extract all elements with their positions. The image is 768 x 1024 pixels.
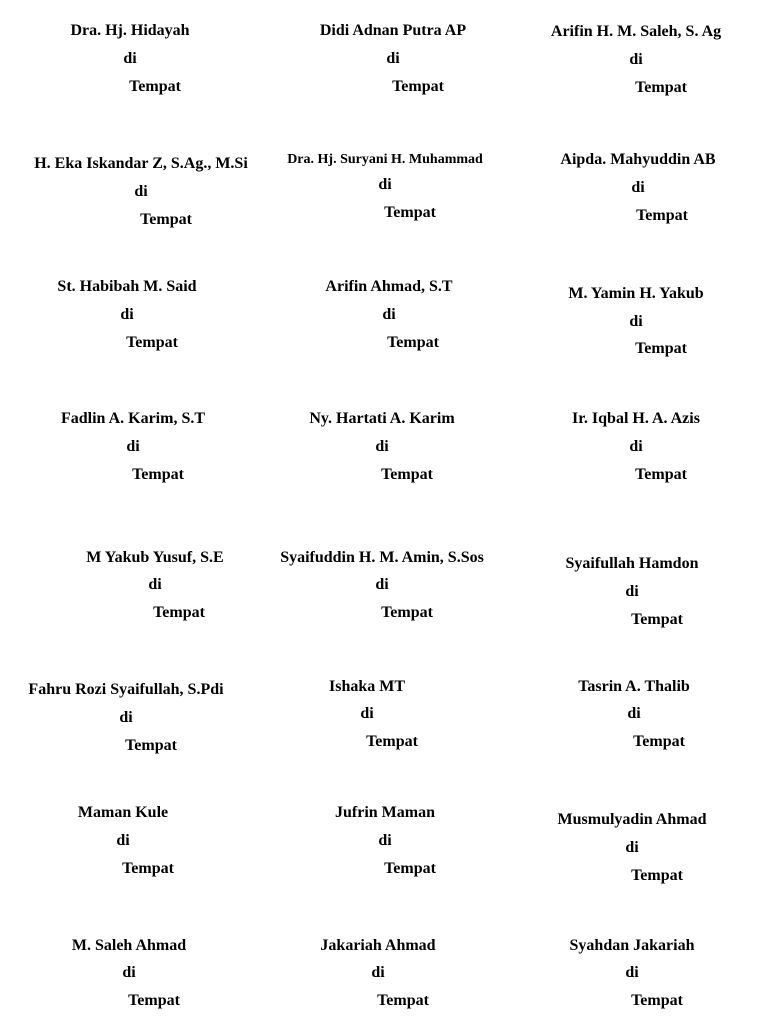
location-place: Tempat bbox=[140, 211, 192, 228]
location-prefix: di bbox=[375, 576, 389, 593]
location-place: Tempat bbox=[636, 207, 688, 224]
location-place: Tempat bbox=[631, 992, 683, 1009]
recipient-name: Fadlin A. Karim, S.T bbox=[60, 410, 206, 427]
location-prefix: di bbox=[625, 583, 639, 600]
location-place: Tempat bbox=[635, 79, 687, 96]
location-place: Tempat bbox=[381, 466, 433, 483]
recipient-name: Dra. Hj. Suryani H. Muhammad bbox=[287, 152, 483, 167]
location-place: Tempat bbox=[633, 733, 685, 750]
recipient-name: Jufrin Maman bbox=[335, 804, 435, 821]
recipient-name: Ir. Iqbal H. A. Azis bbox=[572, 410, 700, 427]
location-prefix: di bbox=[625, 839, 639, 856]
recipient-name: St. Habibah M. Said bbox=[57, 278, 197, 295]
location-prefix: di bbox=[378, 832, 392, 849]
location-prefix: di bbox=[120, 306, 134, 323]
location-place: Tempat bbox=[392, 78, 444, 95]
location-prefix: di bbox=[116, 832, 130, 849]
location-place: Tempat bbox=[635, 466, 687, 483]
recipient-name: M. Yamin H. Yakub bbox=[568, 285, 704, 302]
location-place: Tempat bbox=[631, 867, 683, 884]
recipient-name: Dra. Hj. Hidayah bbox=[70, 22, 190, 39]
location-place: Tempat bbox=[122, 860, 174, 877]
recipient-name: Musmulyadin Ahmad bbox=[557, 811, 707, 828]
location-place: Tempat bbox=[366, 733, 418, 750]
location-prefix: di bbox=[378, 176, 392, 193]
recipient-name: Arifin H. M. Saleh, S. Ag bbox=[550, 23, 722, 40]
location-place: Tempat bbox=[384, 860, 436, 877]
location-prefix: di bbox=[371, 964, 385, 981]
location-prefix: di bbox=[629, 51, 643, 68]
location-prefix: di bbox=[382, 306, 396, 323]
recipient-name: Didi Adnan Putra AP bbox=[319, 22, 467, 39]
recipient-name: Tasrin A. Thalib bbox=[578, 678, 690, 695]
recipient-name: Syahdan Jakariah bbox=[569, 937, 695, 954]
recipient-name: M. Saleh Ahmad bbox=[71, 937, 187, 954]
location-place: Tempat bbox=[631, 611, 683, 628]
location-prefix: di bbox=[360, 705, 374, 722]
location-place: Tempat bbox=[635, 340, 687, 357]
location-prefix: di bbox=[627, 705, 641, 722]
recipient-name: Arifin Ahmad, S.T bbox=[325, 278, 453, 295]
recipient-name: M Yakub Yusuf, S.E bbox=[86, 549, 224, 566]
location-prefix: di bbox=[625, 964, 639, 981]
location-prefix: di bbox=[631, 179, 645, 196]
location-prefix: di bbox=[134, 183, 148, 200]
location-prefix: di bbox=[126, 438, 140, 455]
location-place: Tempat bbox=[129, 78, 181, 95]
recipient-name: Syaifullah Hamdon bbox=[565, 555, 699, 572]
location-prefix: di bbox=[148, 576, 162, 593]
location-prefix: di bbox=[375, 438, 389, 455]
recipient-name: Ny. Hartati A. Karim bbox=[309, 410, 455, 427]
location-place: Tempat bbox=[153, 604, 205, 621]
location-place: Tempat bbox=[377, 992, 429, 1009]
recipient-name: Syaifuddin H. M. Amin, S.Sos bbox=[280, 549, 484, 566]
location-place: Tempat bbox=[387, 334, 439, 351]
recipient-name: Fahru Rozi Syaifullah, S.Pdi bbox=[28, 681, 224, 698]
location-prefix: di bbox=[629, 438, 643, 455]
location-place: Tempat bbox=[125, 737, 177, 754]
location-prefix: di bbox=[119, 709, 133, 726]
recipient-name: Aipda. Mahyuddin AB bbox=[560, 151, 716, 168]
location-prefix: di bbox=[123, 50, 137, 67]
recipient-name: Ishaka MT bbox=[328, 678, 406, 695]
recipient-name: Maman Kule bbox=[77, 804, 169, 821]
recipient-name: H. Eka Iskandar Z, S.Ag., M.Si bbox=[34, 155, 248, 172]
location-place: Tempat bbox=[126, 334, 178, 351]
location-place: Tempat bbox=[132, 466, 184, 483]
location-prefix: di bbox=[122, 964, 136, 981]
location-prefix: di bbox=[386, 50, 400, 67]
location-place: Tempat bbox=[384, 204, 436, 221]
location-place: Tempat bbox=[128, 992, 180, 1009]
recipient-name: Jakariah Ahmad bbox=[320, 937, 436, 954]
location-prefix: di bbox=[629, 313, 643, 330]
location-place: Tempat bbox=[381, 604, 433, 621]
